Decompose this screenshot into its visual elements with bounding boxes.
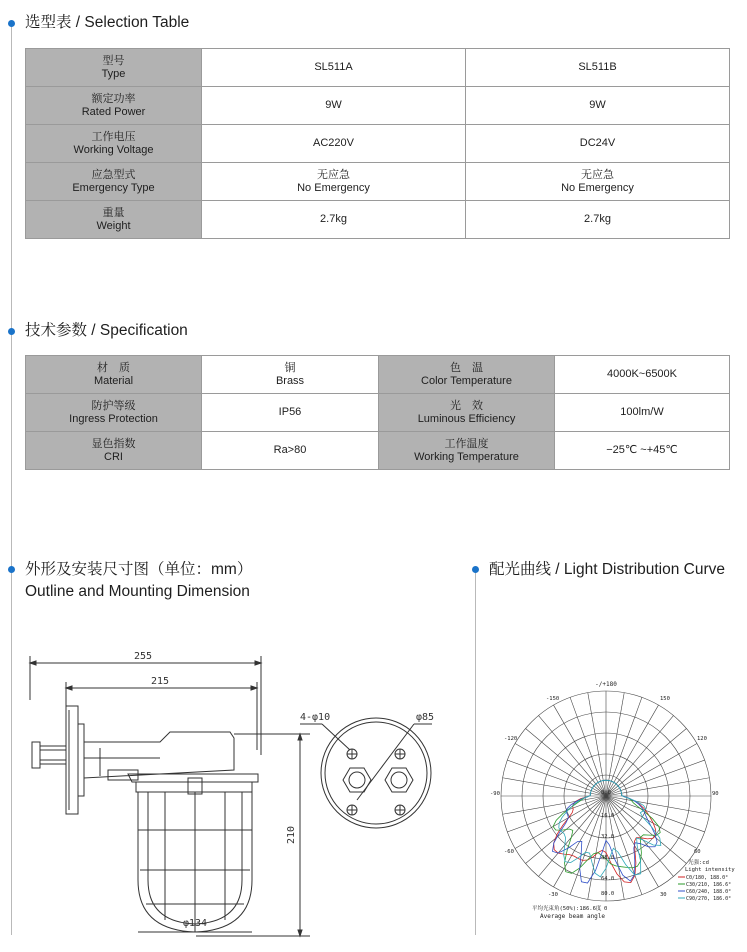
value-cell: DC24V [466, 125, 730, 163]
polar-ring-label: 16.0 [601, 813, 615, 819]
selection-table [25, 48, 730, 239]
value-cell: 无应急 No Emergency [202, 163, 466, 201]
value-cell: 4000K~6500K [555, 356, 730, 394]
dim-bottom-diameter: φ134 [182, 918, 208, 929]
label-cell: 工作温度 Working Temperature [379, 432, 555, 470]
value-cell: Ra>80 [202, 432, 379, 470]
table-row [26, 163, 730, 201]
value-cell: −25℃ ~+45℃ [555, 432, 730, 470]
table-row [26, 49, 730, 87]
section-bullet-outline [8, 566, 15, 573]
polar-legend-item: C30/210, 186.6° [686, 882, 732, 888]
polar-angle-label: 60 [694, 849, 701, 855]
dim-body-width: 215 [150, 676, 170, 687]
section-bullet-selection [8, 20, 15, 27]
polar-legend-item: C0/180, 188.0° [686, 875, 729, 881]
polar-legend-title-en: Light intensity [685, 867, 735, 873]
polar-bottom-zero: 0 [604, 906, 608, 912]
value-cell: AC220V [202, 125, 466, 163]
table-row [26, 125, 730, 163]
section-bullet-light [472, 566, 479, 573]
polar-angle-label: 120 [697, 736, 707, 742]
label-cell: 显色指数 CRI [26, 432, 202, 470]
polar-top-label: -/+180 [595, 681, 617, 688]
polar-angle-label: -120 [504, 736, 518, 742]
label-cell: 光 效 Luminous Efficiency [379, 394, 555, 432]
value-cell: 无应急 No Emergency [466, 163, 730, 201]
section-bullet-specification [8, 328, 15, 335]
polar-legend-title-cn: 光强:cd [688, 860, 709, 866]
polar-legend-item: C60/240, 188.0° [686, 889, 732, 895]
light-distribution-chart [480, 670, 742, 932]
polar-legend-item: C90/270, 186.0° [686, 896, 732, 902]
right-guide-line [475, 572, 476, 935]
label-cell: 色 温 Color Temperature [379, 356, 555, 394]
outline-title-en: Outline and Mounting Dimension [25, 583, 250, 600]
polar-angle-label: -30 [548, 892, 558, 898]
value-cell: 2.7kg [202, 201, 466, 239]
label-cell: 额定功率 Rated Power [26, 87, 202, 125]
dim-height: 210 [286, 825, 297, 845]
table-row [26, 356, 730, 394]
polar-angle-label: -150 [546, 696, 560, 702]
label-cell: 应急型式 Emergency Type [26, 163, 202, 201]
label-cell: 材 质 Material [26, 356, 202, 394]
polar-angle-label: -90 [490, 791, 500, 797]
polar-ring-label: 64.0 [601, 876, 615, 882]
polar-legend [678, 875, 731, 902]
value-cell: 100lm/W [555, 394, 730, 432]
polar-angle-label: -60 [504, 849, 514, 855]
polar-center-label: 0.0 [601, 790, 611, 796]
table-row [26, 87, 730, 125]
value-cell: 2.7kg [466, 201, 730, 239]
value-cell: 9W [466, 87, 730, 125]
light-distribution-title: 配光曲线 / Light Distribution Curve [489, 561, 726, 578]
specification-table [25, 355, 730, 470]
polar-ring-label: 48.0 [601, 855, 615, 861]
polar-ring-label: 32.0 [601, 834, 615, 840]
polar-average-cn: 平均光束角(50%):186.6度 [532, 906, 602, 912]
specification-title: 技术参数 / Specification [25, 322, 188, 339]
table-row [26, 201, 730, 239]
dim-overall-width: 255 [133, 651, 153, 662]
table-row [26, 432, 730, 470]
value-cell: SL511B [466, 49, 730, 87]
polar-ring-label: 80.0 [601, 891, 615, 897]
label-cell: 型号 Type [26, 49, 202, 87]
value-cell: 铜 Brass [202, 356, 379, 394]
polar-angle-label: 90 [712, 791, 719, 797]
label-cell: 防护等级 Ingress Protection [26, 394, 202, 432]
polar-angle-label: 30 [660, 892, 667, 898]
dim-holes: 4-φ10 [300, 712, 331, 723]
label-cell: 工作电压 Working Voltage [26, 125, 202, 163]
polar-angle-label: 150 [660, 696, 670, 702]
outline-drawing [0, 630, 470, 945]
selection-table-title: 选型表 / Selection Table [25, 14, 190, 31]
label-cell: 重量 Weight [26, 201, 202, 239]
value-cell: SL511A [202, 49, 466, 87]
value-cell: IP56 [202, 394, 379, 432]
table-row [26, 394, 730, 432]
value-cell: 9W [202, 87, 466, 125]
outline-title-cn: 外形及安装尺寸图（单位：mm） [25, 561, 253, 578]
dim-flange: φ85 [416, 712, 435, 723]
polar-average-en: Average beam angle [540, 913, 606, 920]
